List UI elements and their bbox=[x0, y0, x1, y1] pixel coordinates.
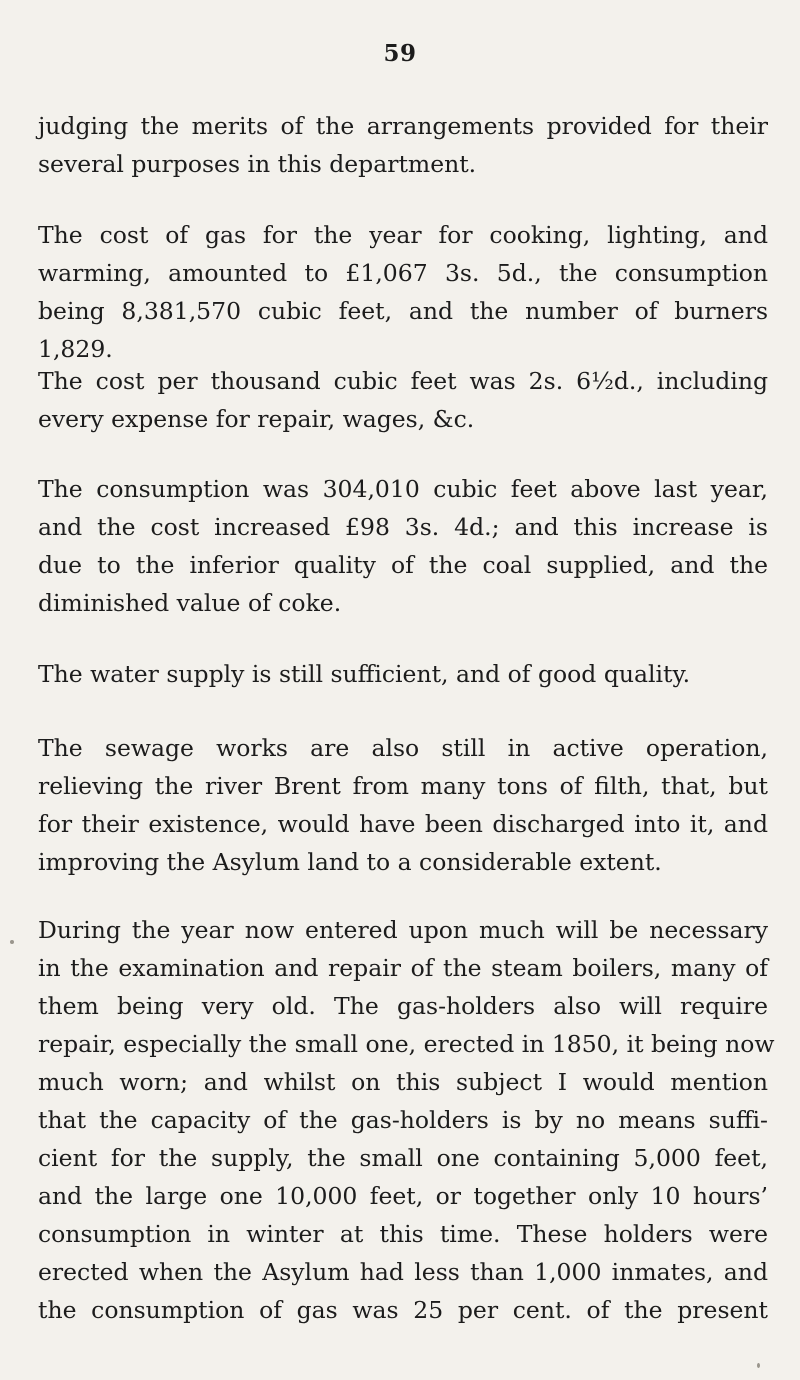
paragraph-line: improving the Asylum land to a considerable extent. bbox=[38, 848, 662, 876]
paragraph-line: cient for the supply, the small one containing 5,000 feet, bbox=[38, 1144, 768, 1172]
paragraph-line: several purposes in this department. bbox=[38, 150, 477, 178]
paper-speck bbox=[757, 1363, 760, 1368]
paragraph-line: relieving the river Brent from many tons of filth, that, but bbox=[38, 772, 768, 800]
paragraph-line: repair, especially the small one, erected in 1850, it being now bbox=[38, 1030, 775, 1058]
paragraph-line: judging the merits of the arrangements provided for their bbox=[38, 112, 768, 140]
paragraph-line: During the year now entered upon much will be necessary bbox=[38, 916, 768, 944]
paragraph-line: warming, amounted to £1,067 3s. 5d., the consumption bbox=[38, 259, 768, 287]
paragraph-line: that the capacity of the gas-holders is by no means suffi- bbox=[38, 1106, 768, 1134]
paragraph-line: and the large one 10,000 feet, or together only 10 hours’ bbox=[38, 1182, 768, 1210]
paragraph-line: due to the inferior quality of the coal supplied, and the bbox=[38, 551, 768, 579]
paragraph-7 bbox=[38, 911, 775, 1329]
paragraph-2 bbox=[38, 216, 768, 368]
paragraph-line: them being very old. The gas-holders also will require bbox=[38, 992, 768, 1020]
paragraph-line: in the examination and repair of the steam boilers, many of bbox=[38, 954, 768, 982]
paragraph-line: and the cost increased £98 3s. 4d.; and this increase is bbox=[38, 513, 768, 541]
paragraph-line: The consumption was 304,010 cubic feet above last year, bbox=[38, 475, 768, 503]
paragraph-line: 1,829. bbox=[38, 335, 113, 363]
paragraph-line: the consumption of gas was 25 per cent. of the present bbox=[38, 1296, 768, 1324]
paragraph-line: diminished value of coke. bbox=[38, 589, 342, 617]
paragraph-6 bbox=[38, 729, 768, 881]
page-number: 59 bbox=[383, 40, 417, 67]
paragraph-line: much worn; and whilst on this subject I would mention bbox=[38, 1068, 768, 1096]
paragraph-line: The sewage works are also still in active operation, bbox=[38, 734, 768, 762]
paragraph-line: consumption in winter at this time. These holders were bbox=[38, 1220, 768, 1248]
paragraph-4 bbox=[38, 470, 768, 622]
paragraph-line: The water supply is still sufficient, and of good quality. bbox=[38, 660, 691, 688]
paragraph-line: The cost per thousand cubic feet was 2s. 6½d., including bbox=[38, 367, 768, 395]
paragraph-3 bbox=[38, 362, 768, 438]
paragraph-line: every expense for repair, wages, &c. bbox=[38, 405, 475, 433]
paragraph-line: erected when the Asylum had less than 1,000 inmates, and bbox=[38, 1258, 768, 1286]
paragraph-line: for their existence, would have been discharged into it, and bbox=[38, 810, 768, 838]
paragraph-1 bbox=[38, 107, 768, 183]
paragraph-line: being 8,381,570 cubic feet, and the number of burners bbox=[38, 297, 768, 325]
paragraph-5 bbox=[38, 655, 768, 693]
paper-speck bbox=[10, 940, 14, 944]
paragraph-line: The cost of gas for the year for cooking, lighting, and bbox=[38, 221, 768, 249]
